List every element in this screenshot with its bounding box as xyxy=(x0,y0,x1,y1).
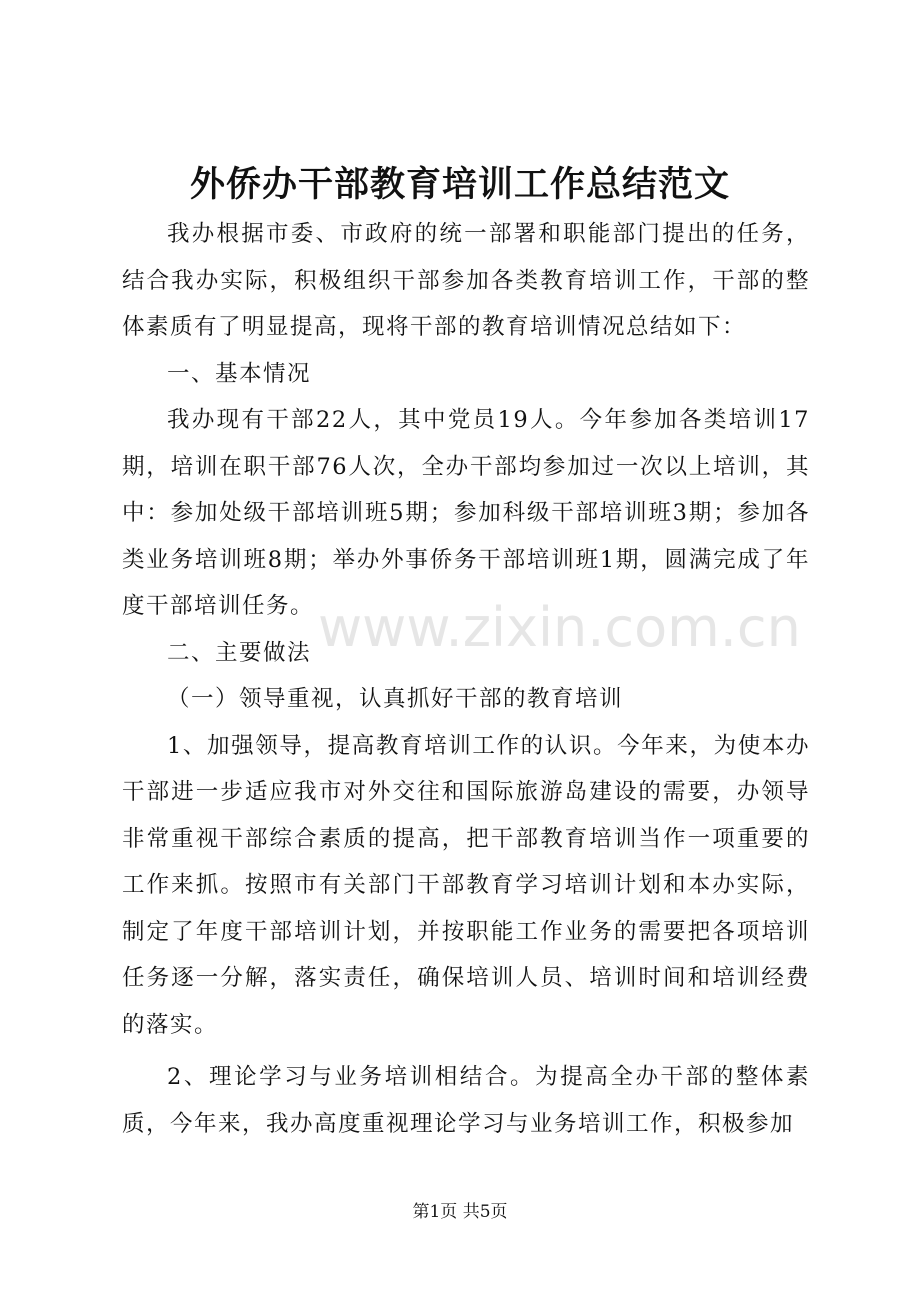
paragraph-item-1: 1、加强领导，提高教育培训工作的认识。今年来，为使本办干部进一步适应我市对外交往和国际旅游岛建设的需要，办领导非常重视干部综合素质的提高，把干部教育培训当作一项重要的工作来抓。按照市有关部门干部教育学习培训计划和本办实际，制定了年度干部培训计划，并按职能工作业务的需要把各项培训任务逐一分解，落实责任，确保培训人员、培训时间和培训经费的落实。 xyxy=(122,732,810,1038)
subsection-heading-leadership: （一）领导重视，认真抓好干部的教育培训 xyxy=(167,686,624,712)
paragraph-item-2: 2、理论学习与业务培训相结合。为提高全办干部的整体素质，今年来，我办高度重视理论学习与业务培训工作，积极参加 xyxy=(122,1064,810,1137)
document-title: 外侨办干部教育培训工作总结范文 xyxy=(189,164,730,205)
paragraph-basic-situation: 我办现有干部22人，其中党员19人。今年参加各类培训17期，培训在职干部76人次，全办干部均参加过一次以上培训，其中：参加处级干部培训班5期；参加科级干部培训班3期；参加各类业务培训班8期；举办外事侨务干部培训班1期，圆满完成了年度干部培训任务。 xyxy=(122,407,810,619)
section-heading-methods: 二、主要做法 xyxy=(167,639,312,666)
page-footer: 第1页 共5页 xyxy=(412,1202,508,1222)
watermark: www.zixin.com.cn xyxy=(318,596,801,659)
document-body xyxy=(122,211,810,1147)
paragraph-intro: 我办根据市委、市政府的统一部署和职能部门提出的任务，结合我办实际，积极组织干部参加各类教育培训工作，干部的整体素质有了明显提高，现将干部的教育培训情况总结如下： xyxy=(122,221,810,340)
section-heading-basic: 一、基本情况 xyxy=(167,360,312,387)
